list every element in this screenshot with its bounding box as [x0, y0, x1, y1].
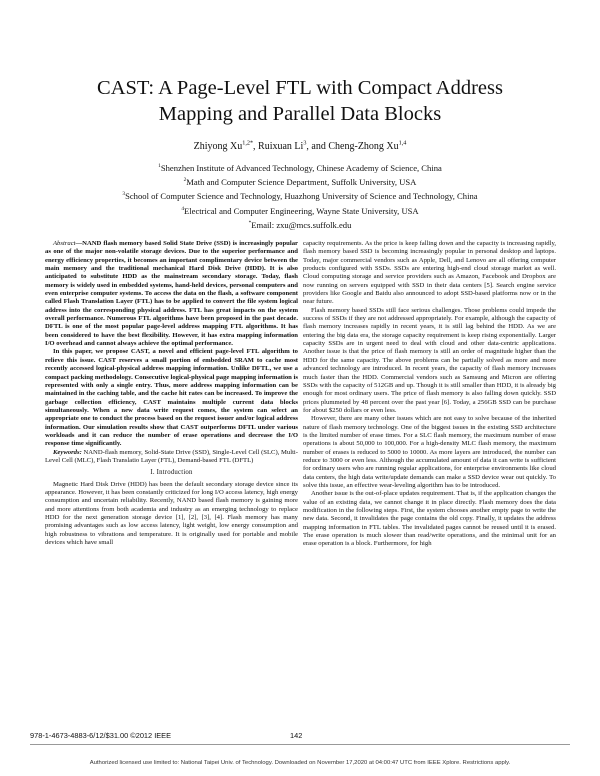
title-line-2: Mapping and Parallel Data Blocks — [158, 103, 442, 125]
left-column — [45, 240, 298, 547]
affiliation — [60, 204, 540, 218]
abstract-paragraph: In this paper, we propose CAST, a novel and efficient page-level FTL algorithm to relieve this issue. CAST reserves a small portion of embedded SRAM to cache most recently accessed logical-physical address mapping information. Unlike DFTL, we use a compact packing methodology. Consecutive logical-physical page mapping information is represented with only a single entry. Thus, more address mapping information can be maintained in the caching table, and the cache hit rates can be increased. To improve the garbage collection efficiency, CAST maintains multiple current data blocks simultaneously. When a new data write request comes, the system can select an appropriate one to conduct the process based on the request issuer and/or logical address information. Our simulation results show that CAST outperforms DFTL under various workloads and it can reduce the number of erase operations and decrease the I/O response time significantly. — [45, 348, 298, 448]
paper-title — [40, 75, 560, 127]
author-affil-marker: 1,2* — [242, 139, 254, 147]
abstract-text: —NAND flash memory based Solid State Drive (SSD) is increasingly popular as one of the major non-volatile storage devices. Due to the superior performance and energy efficiency properties, it becomes an important complimentary device between the main memory and the traditional mechanical Hard Disk Drive (HDD). It is also anticipated to substitute HDD as the mainstream secondary storage. Today, flash memory is widely used in embedded systems, hand-held devices, personal computers and even enterprise computer systems. To access the data on the flash, a software component called Flash Translation Layer (FTL) has to be applied to convert the file system logical address into the corresponding physical address. FTL has great impacts on the system overall performance. Numerous FTL algorithms have been proposed in the past decade. DFTL is one of the most popular page-level address mapping FTL algorithms. It has been considered to have the best flexibility. However, it has extra mapping information I/O overhead and cannot always achieve the optimal performance. — [45, 240, 298, 348]
author-affil-marker: 3 — [303, 139, 307, 147]
affiliation-marker: 4 — [181, 205, 185, 212]
footer-divider — [30, 744, 570, 745]
affiliation-marker: 2 — [183, 177, 187, 184]
affiliation-marker: * — [248, 219, 252, 226]
affiliation-list — [60, 161, 540, 232]
affiliation — [60, 175, 540, 189]
body-paragraph: Magnetic Hard Disk Drive (HDD) has been the default secondary storage device since its appearance. However, it has been constantly criticized for long I/O access latency, high energy consumption and uncertain reliability. Recently, NAND based flash memory is gaining more and more attentions from both academia and industry as an emerging technology to replace HDD for the next generation storage device [1], [2], [3], [4]. Flash memory has many promising advantages such as low access latency, light weight, low energy consumption and high robustness to vibrations and temperature. It is originally used for portable and mobile devices which have small — [45, 480, 298, 547]
affiliation — [60, 161, 540, 175]
affiliation-marker: 1 — [158, 163, 161, 170]
title-line-1: CAST: A Page-Level FTL with Compact Address — [97, 77, 503, 99]
affiliation-text: Electrical and Computer Engineering, Wayne State University, USA — [184, 205, 419, 216]
author-affil-marker: 1,4 — [398, 139, 407, 147]
isbn-copyright: 978-1-4673-4883-6/12/$31.00 ©2012 IEEE — [30, 731, 172, 740]
body-paragraph: capacity requirements. As the price is keep falling down and the capacity is increasing rapidly, flash memory based SSD is becoming increasingly popular in personal desktop and laptops. Today, major commercial vendors such as Apple, Dell, and Lenovo are all offering computer products configured with SSDs. SSDs are entering high-end cloud storage market as well. Cloud computing storage and service providers such as Amazon, Facebook and Dropbox are now running on servers equipped with SSD in their data centers [5]. Search engine service providers like Google and Baidu also announced to adopt SSD-based platforms now or in the near future. — [303, 240, 556, 306]
abstract-paragraph — [45, 240, 298, 348]
license-notice: Authorized licensed use limited to: National Taipei Univ. of Technology. Downloaded on November 17,2020 at 04:00:47 UTC from IEEE Xplore. Restrictions apply. — [89, 760, 511, 766]
email-text[interactable]: Email: zxu@mcs.suffolk.edu — [251, 219, 352, 230]
contact-email[interactable] — [60, 218, 540, 232]
author-separator: , and — [306, 141, 329, 152]
keywords-label: Keywords: — [53, 448, 82, 456]
abstract-label: Abstract — [53, 240, 76, 247]
keywords-text: NAND-flash memory, Solid-State Drive (SSD), Single-Level Cell (SLC), Multi-Level Cell (MLC), Flash Translatio Layer (FTL), Demand-based FTL (DFTL) — [45, 448, 298, 464]
affiliation-text: School of Computer Science and Technology, Huazhong University of Science and Technology, China — [125, 191, 478, 202]
abstract — [45, 240, 298, 465]
author-name: Cheng-Zhong Xu — [328, 141, 399, 152]
affiliation-marker: 3 — [122, 191, 126, 198]
author-name: Zhiyong Xu — [193, 141, 243, 152]
affiliation — [60, 189, 540, 203]
page-number: 142 — [290, 731, 303, 740]
body-paragraph: Another issue is the out-of-place updates requirement. That is, if the application changes the value of an existing data, we cannot change it in place directly. Flash memory does the data modification in the following steps. First, the system chooses another empty page to write the new data. Second, it invalidates the page contains the old copy. Finally, it updates the address mapping information in FTL tables. The invalidated pages cannot be reused until it is erased. The erase operation is much slower than read/write operations, and the minimal unit for an erase operation is a block. Furthermore, for high — [303, 490, 556, 548]
author-name: Ruixuan Li — [258, 141, 304, 152]
section-heading: I. Introduction — [150, 469, 193, 477]
right-column — [303, 240, 556, 549]
body-paragraph: However, there are many other issues which are not easy to solve because of the inherited nature of flash memory technology. One of the biggest issues in the existing SSD architecture is the limited number of erase times. For a SLC flash memory, the maximum number of erase operations is about 50,000 to 100,000. For a high-density MLC flash memory, the maximum number of erases is reduced to 5000 to 10000. As more layers are introduced, the number can reduce to 3000 or even less. Although the accumulated amount of data it can write is sufficient for ordinary users who are running regular applications, for enterprise environments like cloud data centers, the high data write/update demands can make a SSD device wear out quickly. To solve this issue, an effective wear-leveling algorithm has to be introduced. — [303, 415, 556, 489]
author-separator: , — [253, 141, 259, 152]
affiliation-text: Math and Computer Science Department, Suffolk University, USA — [186, 177, 417, 188]
author-list — [40, 140, 560, 153]
affiliation-text: Shenzhen Institute of Advanced Technology, Chinese Academy of Science, China — [160, 163, 442, 173]
body-paragraph: Flash memory based SSDs still face serious challenges. Those problems could impede the success of SSDs if they are not addressed appropriately. For example, although the capacity of flash memory increases rapidly in recent years, it is still lag behind the HDD. As we are entering the big data era, the storage capacity requirement is keep rising exponentially. Larger capacity SSDs are in urgent need to deal with cloud and other data-centric applications. Another issue is that the price of flash memory is still an order of magnitude higher than the HDD for the same capacity. The above problems can be partially solved as more and more advanced technology are introduced. In recent years, the capacity of flash memory increases much faster than the HDD. Commercial vendors such as Samsung and Micron are offering SSDs with the capacity of 512GB and up. Though it is still smaller than HDD, it is already big enough for most ordinary users. The price of flash memory is also falling down quickly. SSD prices plummeted by 48 percent over the past year [6]. Today, a 256GB SSD can be purchase for about $250 dollars or even less. — [303, 306, 556, 414]
keywords — [45, 449, 298, 466]
